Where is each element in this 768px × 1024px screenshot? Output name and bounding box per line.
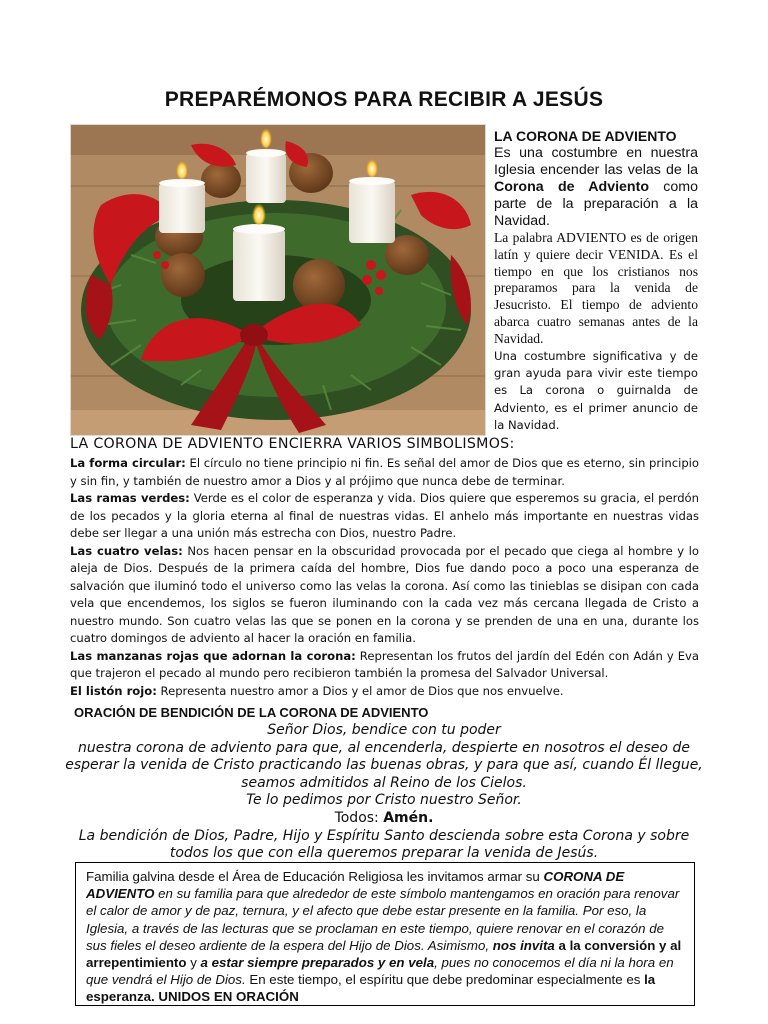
advent-wreath-photo — [70, 124, 486, 436]
prayer-response — [64, 810, 704, 828]
advent-intro-text — [494, 145, 698, 230]
box-bold: la esperanza. UNIDOS EN ORACIÓN — [86, 972, 656, 1005]
intro-part: como parte de la preparación a la Navidad. — [494, 179, 698, 229]
symbol-item — [70, 683, 699, 701]
advent-intro — [494, 128, 698, 435]
intro-part: Es una costumbre en nuestra Iglesia encender las velas de la — [494, 145, 698, 178]
box-bold: a estar siempre preparados y en vela — [200, 955, 435, 971]
box-bold: conversión y al arrepentimiento — [86, 937, 682, 971]
symbol-item — [70, 490, 699, 543]
final-blessing: La bendición de Dios, Padre, Hijo y Espíritu Santo descienda sobre esta Corona y sobre todos los que con ella queremos preparar la venida de Jesús. — [78, 827, 690, 862]
box-text: Familia galvina desde el Área de Educación Religiosa les invitamos armar su — [86, 869, 544, 884]
symbol-item — [70, 543, 699, 648]
family-invitation-box — [75, 862, 695, 1006]
symbol-text: Verde es el color de esperanza y vida. Dios quiere que esperemos su gracia, el perdón de los pecados y la gloria eterna al final de nuestras vidas. El anhelo más importante en nuestras vidas debe ser llegar a una unión más estrecha con Dios, nuestro Padre. — [70, 491, 699, 540]
intro-bold: Corona de Adviento — [494, 179, 649, 195]
amen-text: Amén. — [383, 809, 434, 826]
symbol-label: Las ramas verdes: — [70, 491, 190, 505]
symbol-text: El círculo no tiene principio ni fin. Es señal del amor de Dios que es eterno, sin principio y sin fin, y también de nuestro amor a Dios y al prójimo que nunca debe de terminar. — [70, 456, 699, 488]
box-bold: nos invita — [492, 937, 555, 953]
box-bold: CORONA DE ADVIENTO — [86, 869, 625, 902]
box-text: y — [186, 955, 201, 971]
box-italic: en su familia para que alrededor de este símbolo mantengamos en oración para renovar el calor de amor y de paz, ternura, y el afecto que debe estar presente en la familia. Por eso, la Iglesia, a través de las lecturas que se proclaman en este tiempo, quiere renovar en el corazón de sus fieles el deseo ardiente de la espera del Hijo de Dios. Asimismo, — [86, 886, 680, 953]
box-bold: a la — [554, 937, 585, 953]
symbol-text: Representan los frutos del jardín del Edén con Adán y Eva que trajeron el pecado al mundo pero recibieron también la promesa del Salvador Universal. — [70, 648, 699, 680]
box-text: En este tiempo, el espíritu que debe predominar especialmente es — [245, 972, 645, 988]
prayer-title: ORACIÓN DE BENDICIÓN DE LA CORONA DE ADVIENTO — [74, 705, 429, 720]
symbol-label: La forma circular: — [70, 456, 186, 470]
blessing-prayer — [64, 722, 704, 863]
prayer-line: nuestra corona de adviento para que, al encenderla, despierte en nosotros el deseo de esperar la venida de Cristo practicando las buenas obras, y para que así, cuando Él llegue, seamos admitidos al Reino de los Cielos. — [65, 739, 703, 791]
symbol-label: Las cuatro velas: — [70, 543, 183, 558]
prayer-line: Señor Dios, bendice con tu poder — [267, 722, 501, 738]
page-title: PREPARÉMONOS PARA RECIBIR A JESÚS — [164, 88, 604, 111]
symbol-item — [70, 648, 699, 683]
symbol-text: Representa nuestro amor a Dios y el amor de Dios que nos envuelve. — [156, 683, 564, 698]
symbol-text: Nos hacen pensar en la obscuridad provocada por el pecado que ciega al hombre y lo aleja de Dios. Después de la primera caída del hombre, Dios fue dando poco a poco una esperanza de salvación que iluminó todo el universo como las velas la corona. Así como las tinieblas se disipan con cada vela que encendemos, los siglos se fueron iluminando con la cada vez más cercana llegada de Cristo a nuestro mundo. Son cuatro velas las que se ponen en la corona y se prenden de una en una, durante los cuatro domingos de adviento al hacer la oración en familia. — [70, 543, 699, 645]
symbol-item — [70, 455, 699, 490]
symbolism-title: LA CORONA DE ADVIENTO ENCIERRA VARIOS SIMBOLISMOS: — [70, 436, 515, 452]
prayer-line: Te lo pedimos por Cristo nuestro Señor. — [246, 792, 522, 809]
symbol-label: El listón rojo: — [70, 683, 157, 698]
wreath-custom: Una costumbre significativa y de gran ayuda para vivir este tiempo es La corona o guirnalda de Adviento, es el primer anuncio de la Navidad. — [494, 348, 698, 433]
advent-heading: LA CORONA DE ADVIENTO — [494, 128, 677, 144]
adviento-meaning: La palabra ADVIENTO es de origen latín y quiere decir VENIDA. Es el tiempo en que los cristianos nos preparamos para la venida de Jesucristo. El tiempo de adviento abarca cuatro semanas antes de la Navidad. — [494, 230, 698, 346]
symbolism-list — [70, 455, 699, 700]
todos-label: Todos: — [334, 809, 384, 826]
symbol-label: Las manzanas rojas que adornan la corona: — [70, 648, 356, 663]
box-italic: , pues no conocemos el día ni la hora en que vendrá el Hijo de Dios. — [86, 955, 674, 988]
